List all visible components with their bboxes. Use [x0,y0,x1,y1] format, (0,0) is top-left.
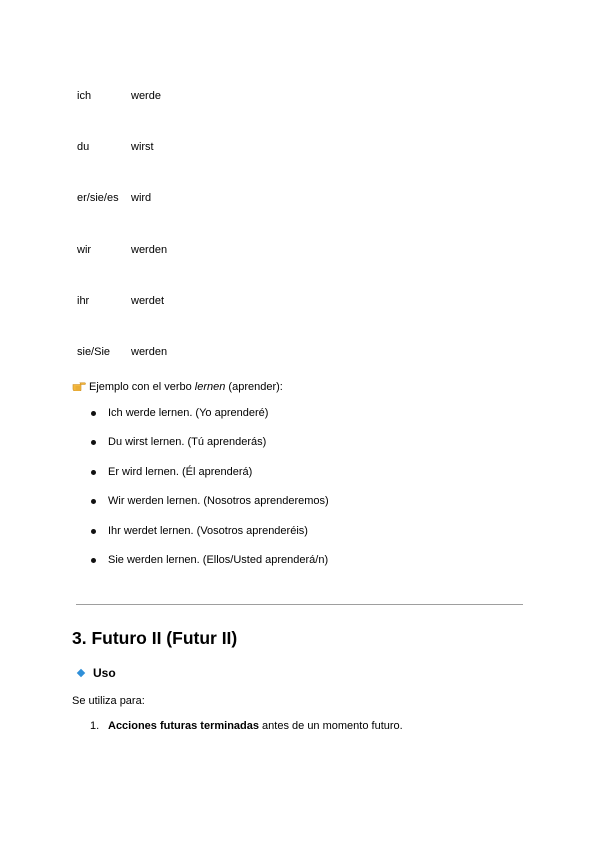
blue-diamond-icon [77,669,85,677]
list-item-text [108,720,403,732]
list-item-text: Ich werde lernen. (Yo aprenderé) [108,407,269,419]
bullet-icon [91,411,96,416]
example-intro-after: (aprender): [225,381,283,393]
bullet-icon [91,529,96,534]
pronoun-cell: er/sie/es [77,192,119,205]
verb-form-cell: wird [131,192,152,205]
example-verb: lernen [194,381,226,393]
list-item-text: Ihr werdet lernen. (Vosotros aprenderéis) [108,524,308,537]
list-item-text: Sie werden lernen. (Ellos/Usted aprenderá/n) [108,553,329,566]
pronoun-cell: du [77,141,90,154]
list-item-text: Du wirst lernen. (Tú aprenderás) [108,436,267,449]
bullet-icon [91,470,96,475]
table-row [77,293,167,344]
example-intro [72,380,283,393]
pronoun-cell: ihr [77,294,90,307]
pronoun-cell: sie/Sie [77,345,111,358]
bullet-icon [91,440,96,445]
verb-form-cell: werden [131,345,168,358]
verb-form-cell: werde [131,90,161,102]
table-row [77,190,167,241]
usage-rest-text: antes de un momento futuro. [259,720,403,732]
verb-form-cell: werdet [131,294,165,307]
section-title: 3. Futuro II (Futur II) [72,628,238,648]
table-row [77,242,167,293]
subheading-label: Uso [93,666,116,680]
example-intro-before: Ejemplo con el verbo [89,381,195,393]
table-row [77,139,167,190]
conjugation-table [77,88,167,395]
list-item-text: Wir werden lernen. (Nosotros aprenderemos) [108,495,329,508]
bullet-icon [91,558,96,563]
pointing-hand-icon [72,380,86,391]
section-divider [76,604,523,605]
subheading [76,666,116,680]
list-number: 1. [90,720,100,732]
pronoun-cell: wir [77,243,92,256]
verb-form-cell: wirst [131,141,154,154]
bullet-icon [91,499,96,504]
table-row [77,88,167,139]
usage-bold-text: Acciones futuras terminadas [108,720,259,732]
usage-intro: Se utiliza para: [72,695,145,707]
pronoun-cell: ich [77,90,92,102]
verb-form-cell: werden [131,243,168,256]
list-item-text: Er wird lernen. (Él aprenderá) [108,465,253,478]
